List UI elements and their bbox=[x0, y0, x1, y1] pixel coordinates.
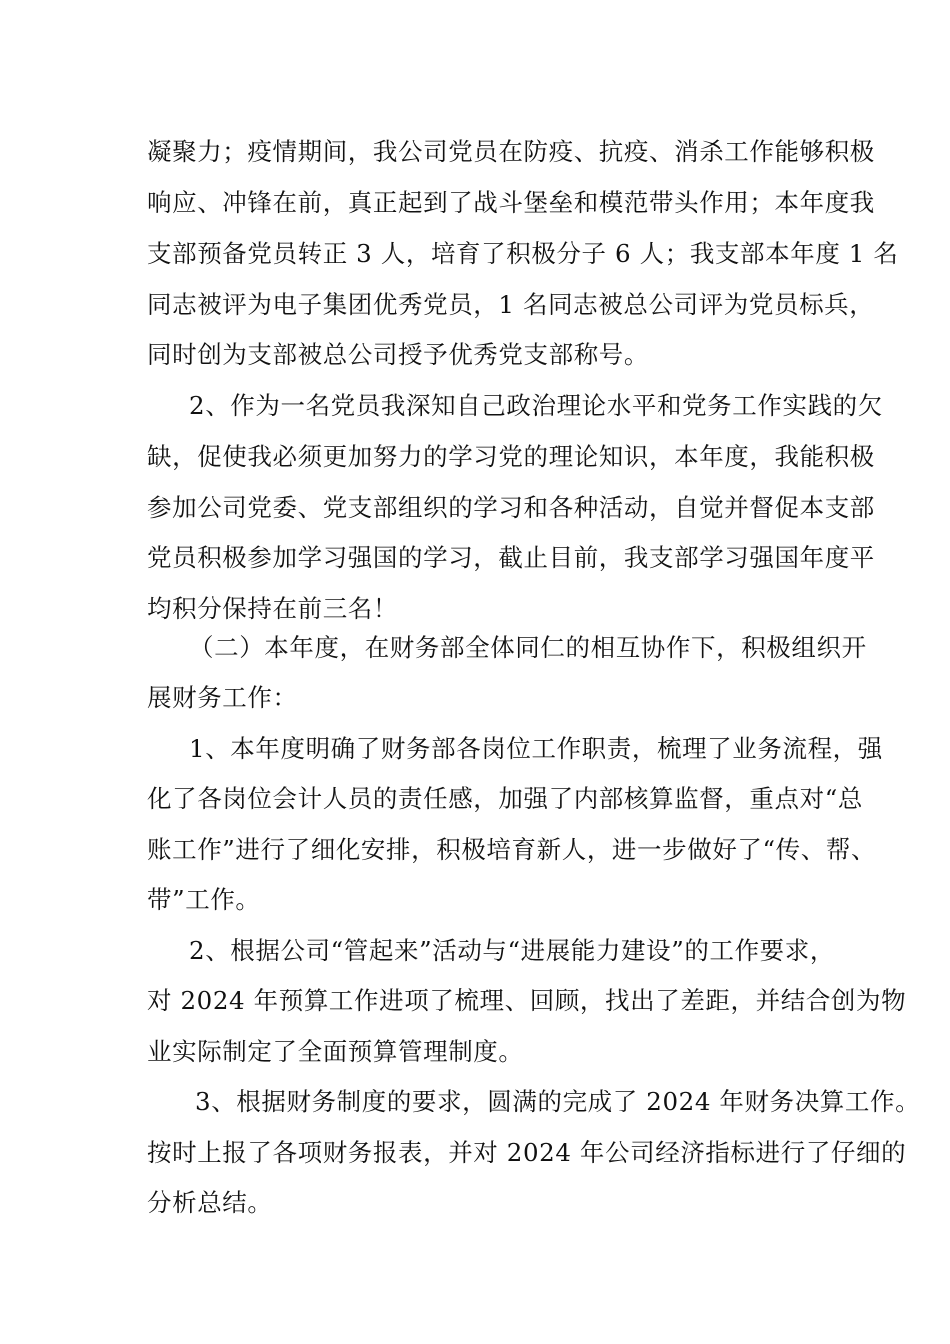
text-line: 3、根据财务制度的要求，圆满的完成了 2024 年财务决算工作。 bbox=[195, 1087, 921, 1116]
text-line: 支部预备党员转正 3 人，培育了积极分子 6 人；我支部本年度 1 名 bbox=[147, 239, 899, 268]
text-line: 凝聚力；疫情期间，我公司党员在防疫、抗疫、消杀工作能够积极 bbox=[147, 137, 875, 166]
text-line: 响应、冲锋在前，真正起到了战斗堡垒和模范带头作用；本年度我 bbox=[147, 188, 875, 217]
text-line: 均积分保持在前三名！ bbox=[147, 594, 398, 623]
text-line: 1、本年度明确了财务部各岗位工作职责，梳理了业务流程，强 bbox=[189, 734, 883, 763]
text-line: 带”工作。 bbox=[147, 885, 261, 914]
text-line: 展财务工作： bbox=[147, 683, 298, 712]
text-line: 同时创为支部被总公司授予优秀党支部称号。 bbox=[147, 340, 649, 369]
text-line: 2、作为一名党员我深知自己政治理论水平和党务工作实践的欠 bbox=[189, 391, 883, 420]
text-line: 缺，促使我必须更加努力的学习党的理论知识，本年度，我能积极 bbox=[147, 442, 875, 471]
text-line: 参加公司党委、党支部组织的学习和各种活动，自觉并督促本支部 bbox=[147, 493, 875, 522]
text-line: 分析总结。 bbox=[147, 1188, 273, 1217]
text-line: 业实际制定了全面预算管理制度。 bbox=[147, 1037, 524, 1066]
text-line: 化了各岗位会计人员的责任感，加强了内部核算监督，重点对“总 bbox=[147, 784, 863, 813]
text-line: 2、根据公司“管起来”活动与“进展能力建设”的工作要求， bbox=[189, 936, 835, 965]
text-line: 党员积极参加学习强国的学习，截止目前，我支部学习强国年度平 bbox=[147, 543, 875, 572]
text-line: 对 2024 年预算工作进项了梳理、回顾，找出了差距，并结合创为物 bbox=[147, 986, 907, 1015]
text-line: 同志被评为电子集团优秀党员，1 名同志被总公司评为党员标兵， bbox=[147, 290, 875, 319]
text-line: 按时上报了各项财务报表，并对 2024 年公司经济指标进行了仔细的 bbox=[147, 1138, 907, 1167]
section-heading: （二）本年度，在财务部全体同仁的相互协作下，积极组织开 bbox=[189, 633, 867, 662]
text-line: 账工作”进行了细化安排，积极培育新人，进一步做好了“传、帮、 bbox=[147, 835, 877, 864]
